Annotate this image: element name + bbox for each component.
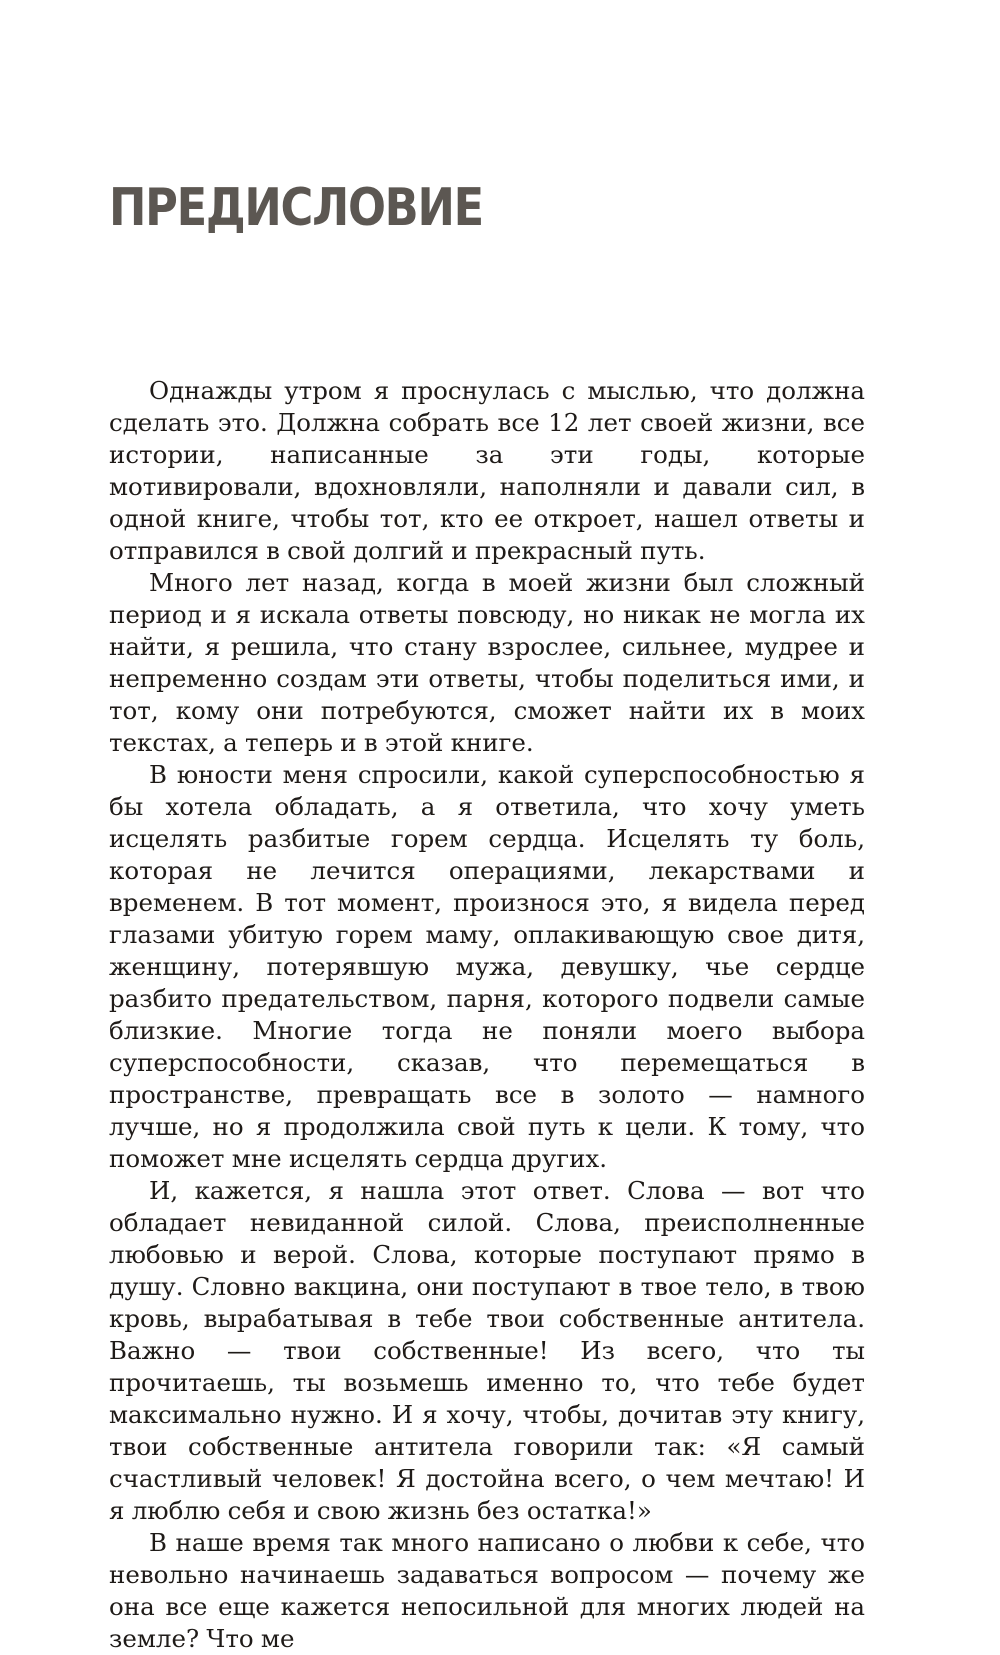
chapter-title: ПРЕДИСЛОВИЕ xyxy=(109,178,483,238)
paragraph-2: Много лет назад, когда в моей жизни был сложный период и я искала ответы повсюду, но никак не могла их найти, я решила, что стану взрослее, сильнее, мудрее и непременно создам эти ответы, чтобы поделиться ими, и тот, кому они потребуются, сможет найти их в моих текстах, а теперь и в этой книге. xyxy=(109,568,865,757)
paragraph-3: В юности меня спросили, какой суперспособностью я бы хотела обладать, а я ответила, что хочу уметь исцелять разбитые горем сердца. Исцелять ту боль, которая не лечится операциями, лекарствами и временем. В тот момент, произнося это, я видела перед глазами убитую горем маму, оплакивающую свое дитя, женщину, потерявшую мужа, девушку, чье сердце разбито предательством, парня, которого подвели самые близкие. Многие тогда не поняли моего выбора суперспособности, сказав, что перемещаться в пространстве, превращать все в золото — намного лучше, но я продолжила свой путь к цели. К тому, что поможет мне исцелять сердца других. xyxy=(109,760,865,1173)
body-text xyxy=(109,375,865,1655)
paragraph-4: И, кажется, я нашла этот ответ. Слова — вот что обладает невиданной силой. Слова, преисполненные любовью и верой. Слова, которые поступают прямо в душу. Словно вакцина, они поступают в твое тело, в твою кровь, вырабатывая в тебе твои собственные антитела. Важно — твои собственные! Из всего, что ты прочитаешь, ты возьмешь именно то, что тебе будет максимально нужно. И я хочу, чтобы, дочитав эту книгу, твои собственные антитела говорили так: «Я самый счастливый человек! Я достойна всего, о чем мечтаю! И я люблю себя и свою жизнь без остатка!» xyxy=(109,1176,865,1525)
paragraph-5: В наше время так много написано о любви к себе, что невольно начинаешь задаваться вопросом — почему же она все еще кажется непосильной для многих людей на земле? Что ме xyxy=(109,1528,865,1653)
paragraph-1: Однажды утром я проснулась с мыслью, что должна сделать это. Должна собрать все 12 лет своей жизни, все истории, написанные за эти годы, которые мотивировали, вдохновляли, наполняли и давали сил, в одной книге, чтобы тот, кто ее откроет, нашел ответы и отправился в свой долгий и прекрасный путь. xyxy=(109,376,865,565)
